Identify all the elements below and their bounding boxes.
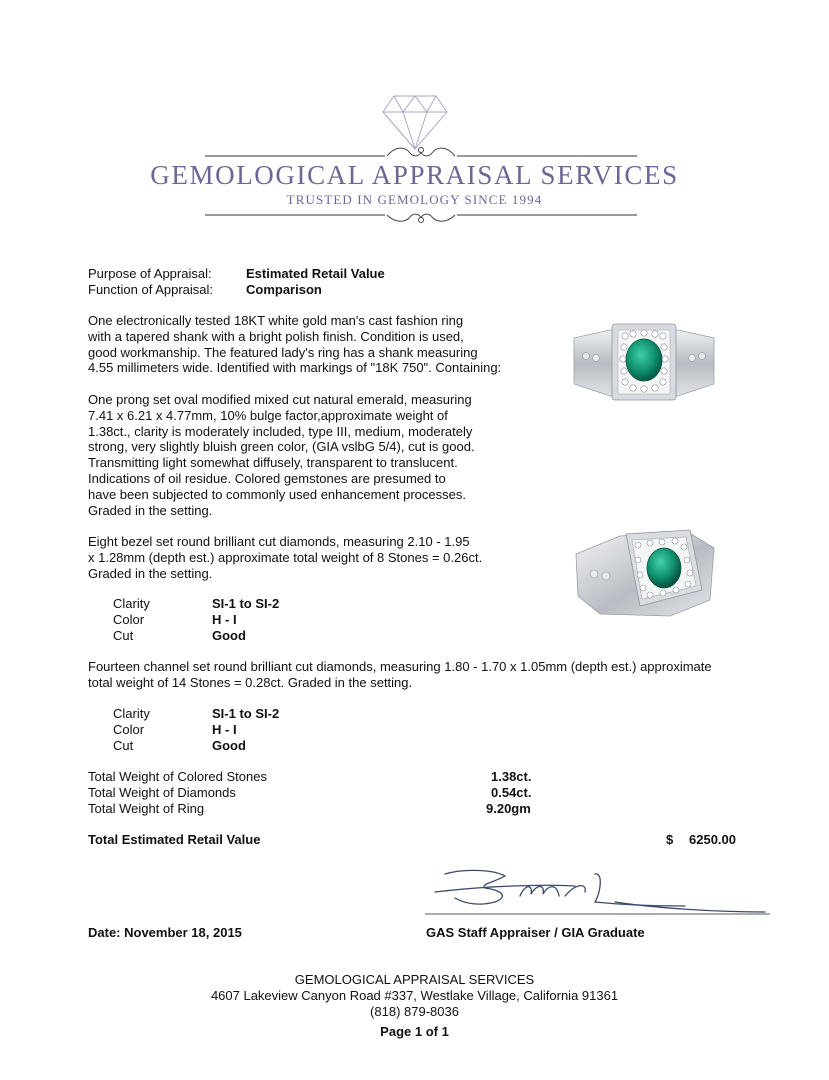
appraisal-date: Date: November 18, 2015 <box>88 925 242 940</box>
description-line: with a tapered shank with a bright polish finish. Condition is used, <box>88 328 464 344</box>
appraiser-title: GAS Staff Appraiser / GIA Graduate <box>426 925 645 940</box>
page-number: Page 1 of 1 <box>380 1024 449 1039</box>
description-line: One prong set oval modified mixed cut natural emerald, measuring <box>88 392 472 407</box>
grade-value: SI-1 to SI-2 <box>212 596 280 611</box>
description-line: strong, very slightly bluish green color, (GIA vslbG 5/4), cut is good. <box>88 439 475 455</box>
description-line: Graded in the setting. <box>88 502 213 518</box>
grade-label: Cut <box>113 628 134 643</box>
function-value: Comparison <box>246 282 322 297</box>
description-line: Indications of oil residue. Colored gemstones are presumed to <box>88 470 446 486</box>
ring-photo-front <box>570 316 718 408</box>
purpose-label: Purpose of Appraisal: <box>88 266 212 281</box>
footer-address: 4607 Lakeview Canyon Road #337, Westlake Village, California 91361 <box>210 988 619 1003</box>
grade-value: SI-1 to SI-2 <box>212 706 280 721</box>
ring-photo-angled <box>570 520 718 624</box>
total-value: 0.54ct. <box>491 785 532 800</box>
description-line: Eight bezel set round brilliant cut diamonds, measuring 2.10 - 1.95 <box>88 534 470 549</box>
total-label: Total Weight of Colored Stones <box>88 769 267 784</box>
emerald-description <box>88 392 475 518</box>
grade-value: H - I <box>212 612 237 627</box>
bottom-ornament-divider <box>205 208 637 226</box>
function-label: Function of Appraisal: <box>88 282 214 297</box>
footer-phone: (818) 879-8036 <box>370 1004 459 1019</box>
total-value: 9.20gm <box>486 801 531 816</box>
grade-value: Good <box>212 628 246 643</box>
grade-label: Cut <box>113 738 134 753</box>
grade-value: Good <box>212 738 246 753</box>
grade-label: Color <box>113 612 145 627</box>
company-name: GEMOLOGICAL APPRAISAL SERVICES <box>150 160 679 190</box>
description-line: good workmanship. The featured lady's ring has a shank measuring <box>88 344 478 360</box>
description-line: have been subjected to commonly used enhancement processes. <box>88 486 466 502</box>
total-value: 1.38ct. <box>491 769 532 784</box>
ring-angled-illustration <box>570 520 718 624</box>
description-line: Transmitting light somewhat diffusely, transparent to translucent. <box>88 455 458 471</box>
retail-value: 6250.00 <box>689 832 736 847</box>
total-label: Total Weight of Diamonds <box>88 785 236 800</box>
description-line: total weight of 14 Stones = 0.28ct. Graded in the setting. <box>88 674 413 690</box>
description-line: 1.38ct., clarity is moderately included, type III, medium, moderately <box>88 423 473 439</box>
grade-label: Clarity <box>113 596 150 611</box>
bezel-diamonds-description <box>88 534 482 581</box>
company-tagline: TRUSTED IN GEMOLOGY SINCE 1994 <box>286 192 543 207</box>
grade-label: Clarity <box>113 706 150 721</box>
description-line: One electronically tested 18KT white gold man's cast fashion ring <box>88 313 464 328</box>
description-line: Fourteen channel set round brilliant cut diamonds, measuring 1.80 - 1.70 x 1.05mm (depth est.) approximate <box>88 659 712 674</box>
retail-value-label: Total Estimated Retail Value <box>88 832 261 847</box>
currency-symbol: $ <box>666 832 674 847</box>
grade-value: H - I <box>212 722 237 737</box>
description-line: 4.55 millimeters wide. Identified with markings of "18K 750". Containing: <box>88 360 502 376</box>
purpose-value: Estimated Retail Value <box>246 266 385 281</box>
description-line: 7.41 x 6.21 x 4.77mm, 10% bulge factor,approximate weight of <box>88 407 448 423</box>
appraiser-signature <box>425 862 785 922</box>
description-line: Graded in the setting. <box>88 565 213 581</box>
ring-description <box>88 313 501 376</box>
top-ornament-divider <box>205 143 637 161</box>
grade-label: Color <box>113 722 145 737</box>
ring-front-illustration <box>570 316 718 408</box>
description-line: x 1.28mm (depth est.) approximate total weight of 8 Stones = 0.26ct. <box>88 549 483 565</box>
footer-company: GEMOLOGICAL APPRAISAL SERVICES <box>294 972 535 987</box>
total-label: Total Weight of Ring <box>88 801 205 816</box>
channel-diamonds-description <box>88 659 712 691</box>
